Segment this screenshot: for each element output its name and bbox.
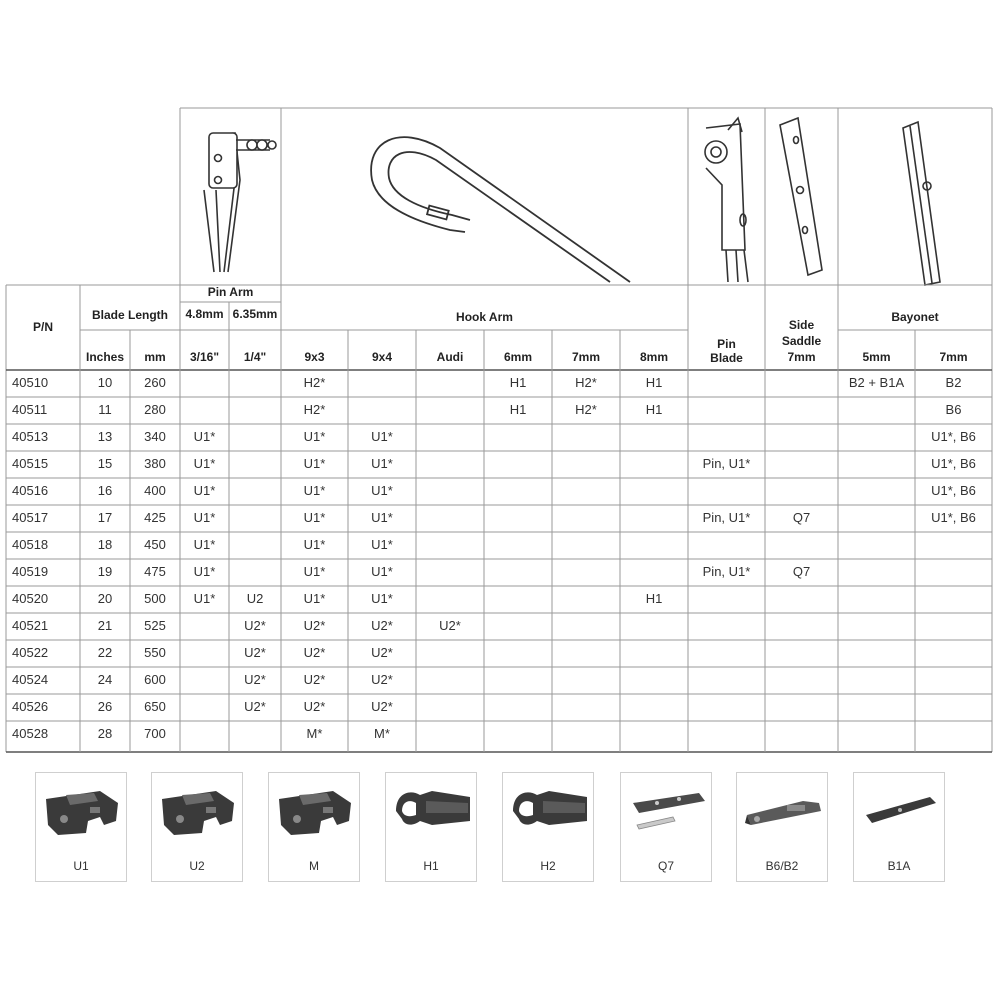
connector-card-h2 — [502, 772, 594, 882]
table-cell-pinb: Pin, U1* — [702, 510, 751, 525]
table-cell-p316: U1* — [193, 483, 216, 498]
table-cell-p316: U1* — [193, 510, 216, 525]
table-cell-mm: 340 — [144, 429, 166, 444]
connector-label: H2 — [540, 859, 556, 873]
table-cell-h93: U1* — [303, 537, 326, 552]
header-hook-arm: Hook Arm — [456, 310, 513, 324]
table-cell-mm: 475 — [144, 564, 166, 579]
header-hook-audi: Audi — [436, 350, 464, 364]
table-cell-h93: U2* — [303, 618, 326, 633]
header-hook-7mm: 7mm — [571, 350, 600, 364]
table-cell-h6: H1 — [509, 375, 527, 390]
table-cell-in: 22 — [97, 645, 113, 660]
table-cell-h94: U1* — [371, 510, 393, 525]
table-cell-pn: 40524 — [12, 672, 49, 687]
header-hook-9x3: 9x3 — [304, 350, 325, 364]
table-cell-pinb: Pin, U1* — [702, 564, 751, 579]
header-pn: P/N — [32, 320, 53, 334]
table-cell-h94: M* — [374, 726, 390, 741]
connector-label: Q7 — [657, 859, 674, 873]
table-cell-in: 19 — [97, 564, 113, 579]
table-cell-pinb: Pin, U1* — [702, 456, 751, 471]
connector-card-h1 — [385, 772, 477, 882]
table-cell-h8: H1 — [645, 402, 663, 417]
table-cell-pn: 40518 — [12, 537, 49, 552]
table-cell-pn: 40526 — [12, 699, 49, 714]
table-cell-in: 16 — [97, 483, 113, 498]
table-cell-h93: U1* — [303, 483, 326, 498]
table-cell-mm: 525 — [144, 618, 166, 633]
header-pin-blade: Pin Blade — [710, 337, 743, 365]
connector-card-b6-b2 — [736, 772, 828, 882]
table-cell-h93: H2* — [303, 375, 326, 390]
table-cell-p14: U2* — [244, 672, 266, 687]
header-side-saddle: Side Saddle 7mm — [781, 318, 822, 364]
table-cell-h94: U1* — [371, 456, 393, 471]
table-cell-p14: U2* — [244, 618, 266, 633]
table-cell-p316: U1* — [193, 429, 216, 444]
table-cell-pn: 40511 — [12, 402, 48, 417]
table-cell-p14: U2* — [244, 699, 266, 714]
table-cell-h93: U1* — [303, 564, 326, 579]
table-cell-h93: M* — [306, 726, 323, 741]
table-cell-h94: U2* — [371, 618, 393, 633]
table-cell-h93: U1* — [303, 510, 326, 525]
header-bayonet: Bayonet — [891, 310, 939, 324]
connector-card-q7 — [620, 772, 712, 882]
table-cell-h94: U2* — [371, 699, 393, 714]
table-cell-mm: 450 — [144, 537, 166, 552]
table-cell-h94: U1* — [371, 591, 393, 606]
table-cell-pn: 40510 — [12, 375, 49, 390]
table-cell-mm: 280 — [144, 402, 166, 417]
table-cell-pn: 40515 — [12, 456, 49, 471]
connector-label: U1 — [73, 859, 89, 873]
connector-label: H1 — [423, 859, 439, 873]
table-cell-in: 13 — [97, 429, 113, 444]
table-cell-p316: U1* — [193, 591, 216, 606]
table-cell-in: 24 — [97, 672, 113, 687]
header-blade-length: Blade Length — [91, 308, 168, 322]
table-cell-in: 17 — [97, 510, 113, 525]
table-cell-in: 11 — [98, 402, 112, 417]
table-cell-p316: U1* — [193, 564, 216, 579]
table-cell-h7: H2* — [575, 402, 597, 417]
table-cell-h94: U2* — [371, 672, 393, 687]
connector-label: U2 — [189, 859, 205, 873]
table-cell-h93: U2* — [303, 699, 326, 714]
header-pin-1-4: 1/4" — [243, 350, 267, 364]
table-cell-b5: B2 + B1A — [848, 375, 905, 390]
table-cell-in: 10 — [97, 375, 113, 390]
header-hook-6mm: 6mm — [503, 350, 532, 364]
table-cell-in: 21 — [97, 618, 113, 633]
table-cell-mm: 650 — [144, 699, 166, 714]
table-cell-h93: U1* — [303, 456, 326, 471]
table-cell-in: 18 — [97, 537, 113, 552]
table-cell-h93: U2* — [303, 645, 326, 660]
table-cell-h7: H2* — [575, 375, 597, 390]
table-cell-p316: U1* — [193, 456, 216, 471]
table-cell-b7: B6 — [945, 402, 962, 417]
table-cell-side: Q7 — [792, 564, 811, 579]
connector-card-m — [268, 772, 360, 882]
table-cell-mm: 600 — [144, 672, 166, 687]
table-cell-h93: U1* — [303, 429, 326, 444]
header-hook-9x4: 9x4 — [371, 350, 393, 364]
table-cell-pn: 40520 — [12, 591, 49, 606]
header-pin-48mm: 4.8mm — [185, 307, 224, 321]
table-cell-audi: U2* — [439, 618, 461, 633]
connector-label: B1A — [887, 859, 911, 873]
connector-card-u1 — [35, 772, 127, 882]
header-bayonet-5mm: 5mm — [862, 350, 891, 364]
connector-label: M — [309, 859, 319, 873]
header-hook-8mm: 8mm — [639, 350, 668, 364]
header-inches: Inches — [85, 350, 124, 364]
table-cell-h93: H2* — [303, 402, 326, 417]
header-pin-arm: Pin Arm — [207, 285, 254, 299]
connector-card-u2 — [151, 772, 243, 882]
table-cell-mm: 260 — [144, 375, 166, 390]
table-cell-in: 28 — [97, 726, 113, 741]
table-cell-mm: 550 — [144, 645, 166, 660]
table-cell-pn: 40521 — [12, 618, 49, 633]
table-cell-pn: 40517 — [12, 510, 49, 525]
table-cell-pn: 40519 — [12, 564, 49, 579]
table-cell-h94: U2* — [371, 645, 393, 660]
table-cell-h94: U1* — [371, 537, 393, 552]
table-cell-h93: U1* — [303, 591, 326, 606]
table-cell-h94: U1* — [371, 483, 393, 498]
table-cell-in: 20 — [97, 591, 113, 606]
table-cell-mm: 500 — [144, 591, 166, 606]
connector-label: B6/B2 — [765, 859, 799, 873]
table-cell-mm: 380 — [144, 456, 166, 471]
table-cell-b7: U1*, B6 — [931, 429, 976, 444]
header-mm: mm — [144, 350, 166, 364]
table-cell-mm: 425 — [144, 510, 166, 525]
table-cell-b7: U1*, B6 — [931, 456, 976, 471]
header-pin-635mm: 6.35mm — [232, 307, 278, 321]
table-cell-h94: U1* — [371, 429, 393, 444]
table-cell-b7: B2 — [945, 375, 962, 390]
table-cell-b7: U1*, B6 — [931, 483, 976, 498]
table-cell-h93: U2* — [303, 672, 326, 687]
table-cell-mm: 700 — [144, 726, 166, 741]
table-cell-pn: 40522 — [12, 645, 49, 660]
header-pin-3-16: 3/16" — [189, 350, 220, 364]
table-cell-pn: 40516 — [12, 483, 49, 498]
table-cell-in: 15 — [97, 456, 113, 471]
table-cell-pn: 40513 — [12, 429, 49, 444]
table-cell-side: Q7 — [792, 510, 811, 525]
table-cell-pn: 40528 — [12, 726, 49, 741]
table-cell-h6: H1 — [509, 402, 527, 417]
table-cell-h8: H1 — [645, 591, 663, 606]
header-bayonet-7mm: 7mm — [939, 350, 968, 364]
table-cell-p316: U1* — [193, 537, 216, 552]
table-cell-h8: H1 — [645, 375, 663, 390]
connector-card-b1a — [853, 772, 945, 882]
table-cell-p14: U2 — [246, 591, 264, 606]
table-cell-p14: U2* — [244, 645, 266, 660]
table-cell-h94: U1* — [371, 564, 393, 579]
table-cell-b7: U1*, B6 — [931, 510, 976, 525]
table-cell-in: 26 — [97, 699, 113, 714]
table-cell-mm: 400 — [144, 483, 166, 498]
